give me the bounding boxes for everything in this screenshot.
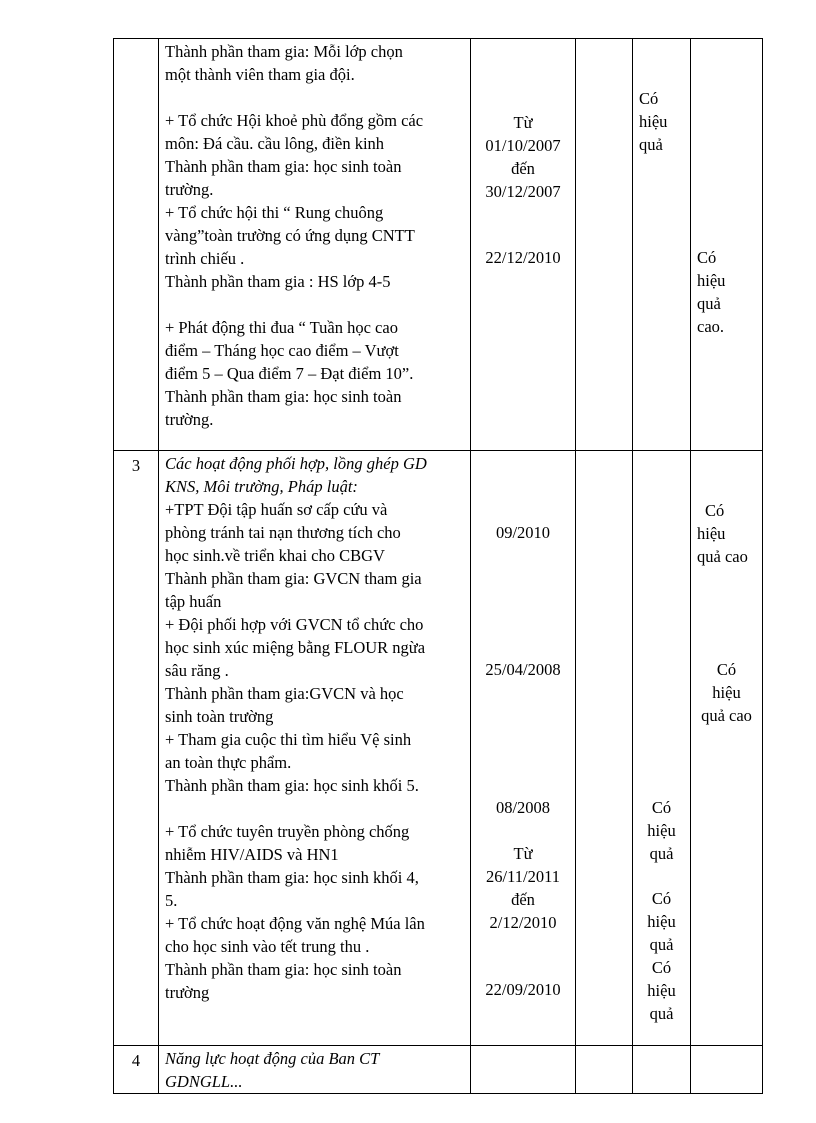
date-line: 22/12/2010 <box>485 248 561 267</box>
content-line: trình chiếu . <box>165 249 245 268</box>
stt-cell <box>114 1046 159 1094</box>
eval-line: quả <box>697 294 721 313</box>
content-line: 5. <box>165 891 178 910</box>
eval-line: hiệu <box>647 821 676 840</box>
date-line: 22/09/2010 <box>485 980 561 999</box>
content-line: điểm 5 – Qua điểm 7 – Đạt điểm 10”. <box>165 364 414 383</box>
eval-line: Có <box>705 501 725 520</box>
empty-cell <box>576 451 633 1046</box>
row-number: 4 <box>131 1051 141 1070</box>
content-line: trường. <box>165 180 214 199</box>
eval-block <box>633 956 690 1025</box>
content-line: + Tham gia cuộc thi tìm hiểu Vệ sinh <box>165 730 412 749</box>
content-line: Thành phần tham gia:GVCN và học <box>165 684 404 703</box>
eval-block <box>633 87 690 156</box>
eval-line: hiệu <box>647 981 676 1000</box>
content-line: cho học sinh vào tết trung thu . <box>165 937 370 956</box>
content-line: + Tổ chức hội thi “ Rung chuông <box>165 203 384 222</box>
eval-cell <box>691 39 763 451</box>
eval-line: Có <box>651 798 672 817</box>
date-cell <box>471 1046 576 1094</box>
eval-line: quả <box>649 935 674 954</box>
date-block <box>471 796 575 819</box>
content-line: học sinh.về triển khai cho CBGV <box>165 546 385 565</box>
eval-line: quả <box>649 844 674 863</box>
eval-line: hiệu <box>647 912 676 931</box>
content-line: nhiễm HIV/AIDS và HN1 <box>165 845 339 864</box>
content-line: GDNGLL... <box>165 1072 243 1091</box>
content-line: trường. <box>165 410 214 429</box>
table-row <box>114 451 763 1046</box>
content-line: môn: Đá cầu. cầu lông, điền kinh <box>165 134 385 153</box>
eval-line: hiệu <box>639 112 668 131</box>
date-cell <box>471 451 576 1046</box>
eval-line: Có <box>697 248 717 267</box>
eval-line: hiệu <box>697 271 726 290</box>
eval-line: quả cao <box>701 706 752 725</box>
date-block <box>471 111 575 203</box>
date-line: 2/12/2010 <box>489 913 557 932</box>
eval-cell <box>633 451 691 1046</box>
eval-cell <box>691 1046 763 1094</box>
date-block <box>471 842 575 934</box>
eval-line: quả cao <box>697 547 748 566</box>
eval-block <box>633 796 690 865</box>
eval-block <box>691 499 762 568</box>
eval-block <box>691 246 762 338</box>
content-line: Thành phần tham gia: học sinh khối 4, <box>165 868 419 887</box>
content-line: + Tổ chức tuyên truyền phòng chống <box>165 822 410 841</box>
content-line: vàng”toàn trường có ứng dụng CNTT <box>165 226 415 245</box>
content-line: Thành phần tham gia: học sinh toàn <box>165 960 402 979</box>
content-line: KNS, Môi trường, Pháp luật: <box>165 477 358 496</box>
date-block <box>471 246 575 269</box>
content-line <box>165 86 466 109</box>
row-number: 3 <box>131 456 141 475</box>
eval-line: cao. <box>697 317 725 336</box>
content-line: + Tổ chức hoạt động văn nghệ Múa lân <box>165 914 425 933</box>
content-line: Thành phần tham gia: học sinh toàn <box>165 157 402 176</box>
content-line: sâu răng . <box>165 661 229 680</box>
content-cell <box>159 39 471 451</box>
date-line: 01/10/2007 <box>485 136 561 155</box>
eval-block <box>633 887 690 956</box>
content-line: an toàn thực phẩm. <box>165 753 292 772</box>
stt-cell <box>114 39 159 451</box>
content-line: Năng lực hoạt động của Ban CT <box>165 1049 380 1068</box>
content-line: tập huấn <box>165 592 222 611</box>
activity-table <box>113 38 763 1094</box>
date-line: Từ <box>513 844 533 863</box>
date-cell <box>471 39 576 451</box>
empty-cell <box>576 1046 633 1094</box>
eval-line: quả <box>649 1004 674 1023</box>
date-line: đến <box>511 159 535 178</box>
content-line: trường <box>165 983 210 1002</box>
content-line: +TPT Đội tập huấn sơ cấp cứu và <box>165 500 388 519</box>
date-line: 25/04/2008 <box>485 660 561 679</box>
content-line: một thành viên tham gia đội. <box>165 65 355 84</box>
content-line <box>165 293 466 316</box>
content-line: điểm – Tháng học cao điểm – Vượt <box>165 341 399 360</box>
content-line: Thành phần tham gia: học sinh toàn <box>165 387 402 406</box>
content-line: + Tổ chức Hội khoẻ phù đổng gồm các <box>165 111 424 130</box>
table-row <box>114 39 763 451</box>
content-line <box>165 797 466 820</box>
eval-line: hiệu <box>712 683 741 702</box>
eval-line: Có <box>716 660 737 679</box>
content-line: + Phát động thi đua “ Tuần học cao <box>165 318 398 337</box>
eval-line: hiệu <box>697 524 726 543</box>
eval-line: Có <box>639 89 659 108</box>
eval-line: quả <box>639 135 663 154</box>
eval-cell <box>633 1046 691 1094</box>
content-line: học sinh xúc miệng bằng FLOUR ngừa <box>165 638 426 657</box>
content-line: phòng tránh tai nạn thương tích cho <box>165 523 401 542</box>
content-cell <box>159 1046 471 1094</box>
empty-cell <box>576 39 633 451</box>
date-block <box>471 521 575 544</box>
eval-line: Có <box>651 889 672 908</box>
date-line: Từ <box>513 113 533 132</box>
content-line: Thành phần tham gia: học sinh khối 5. <box>165 776 419 795</box>
content-line: + Đội phối hợp với GVCN tổ chức cho <box>165 615 424 634</box>
content-line: sinh toàn trường <box>165 707 274 726</box>
date-line: 08/2008 <box>495 798 551 817</box>
eval-cell <box>633 39 691 451</box>
content-line: Thành phần tham gia: GVCN tham gia <box>165 569 422 588</box>
content-cell <box>159 451 471 1046</box>
date-line: 26/11/2011 <box>486 867 560 886</box>
eval-line: Có <box>651 958 672 977</box>
content-line: Thành phần tham gia: Mỗi lớp chọn <box>165 42 403 61</box>
content-line: Các hoạt động phối hợp, lồng ghép GD <box>165 454 427 473</box>
content-line: Thành phần tham gia : HS lớp 4-5 <box>165 272 391 291</box>
eval-cell <box>691 451 763 1046</box>
date-block <box>471 658 575 681</box>
eval-block <box>691 658 762 727</box>
date-block <box>471 978 575 1001</box>
date-line: 09/2010 <box>495 523 551 542</box>
date-line: 30/12/2007 <box>485 182 561 201</box>
table-row <box>114 1046 763 1094</box>
date-line: đến <box>511 890 535 909</box>
stt-cell <box>114 451 159 1046</box>
